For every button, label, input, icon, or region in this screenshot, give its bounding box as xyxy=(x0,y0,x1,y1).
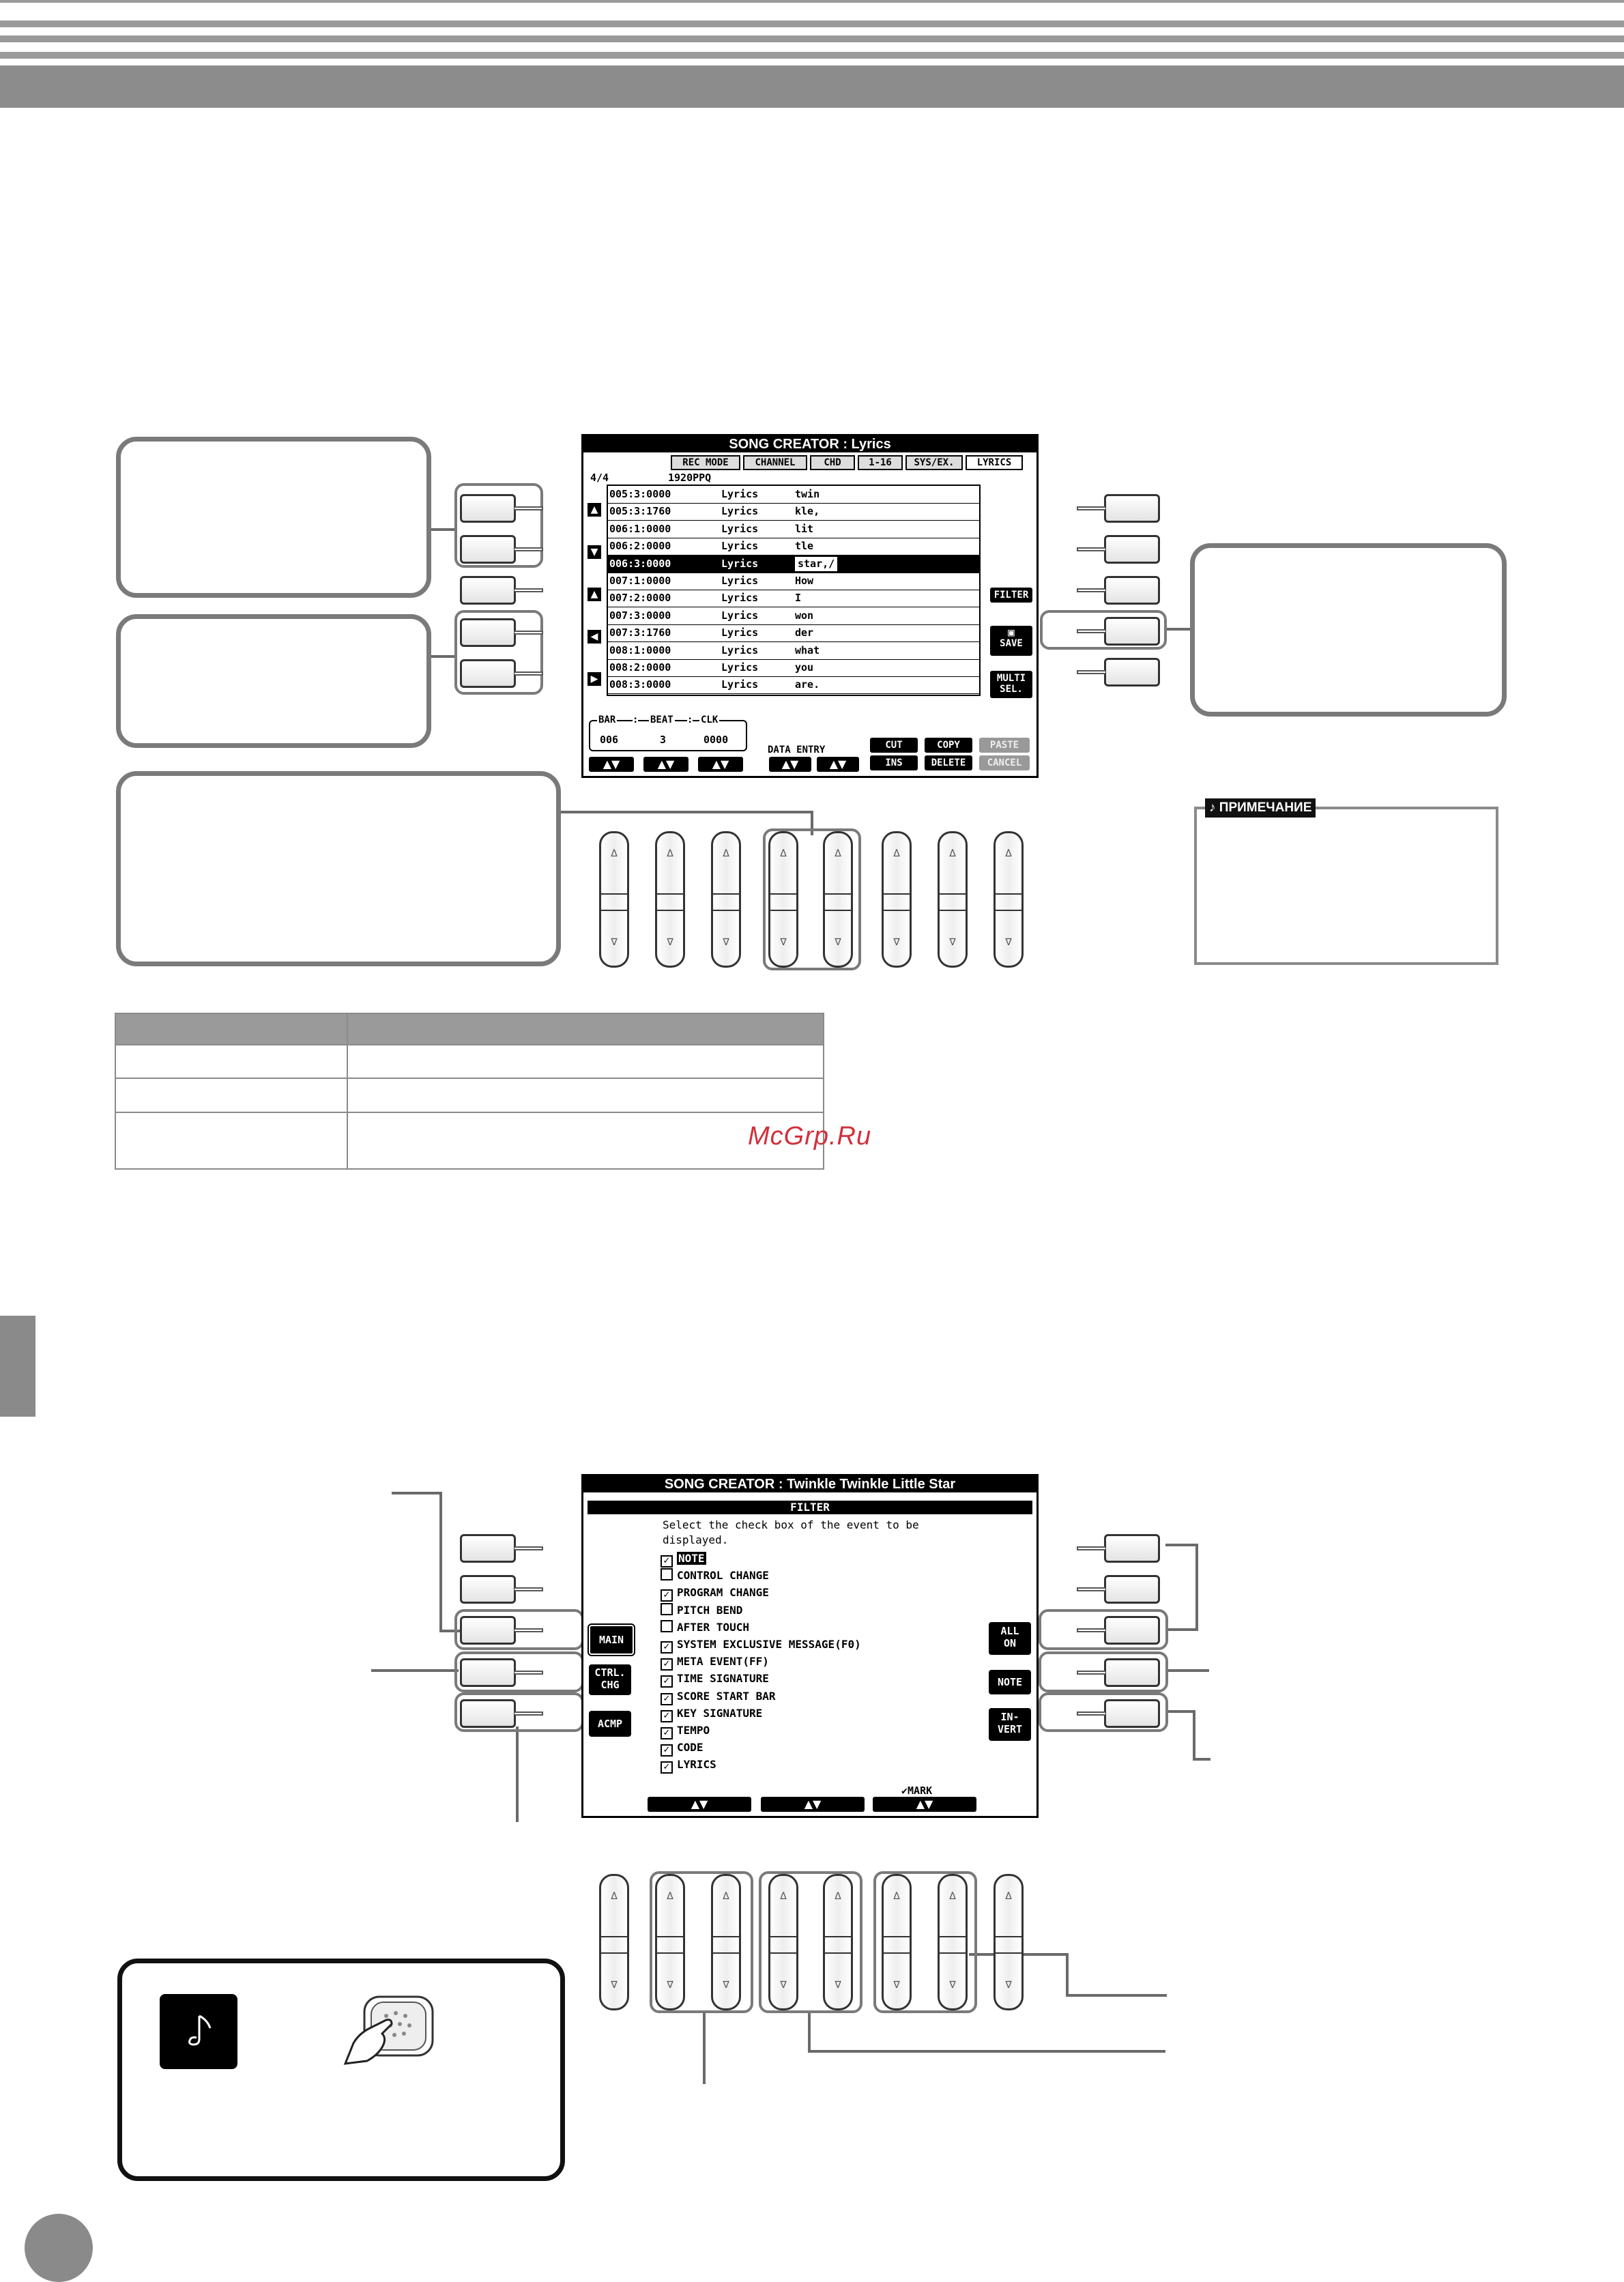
event-value: twin xyxy=(795,488,820,500)
save-label: SAVE xyxy=(1000,638,1023,649)
up-arrow-icon: Δ xyxy=(667,848,673,859)
fader-divider xyxy=(825,1936,851,1954)
table-row xyxy=(115,1112,824,1169)
filter-instruction: displayed. xyxy=(663,1533,729,1546)
screen-button-b[interactable] xyxy=(460,535,543,564)
event-value: der xyxy=(795,626,814,639)
header-stripe xyxy=(0,52,1624,59)
event-value: won xyxy=(795,609,814,622)
header-stripe xyxy=(0,20,1624,27)
filter-item-label: SYSTEM EXCLUSIVE MESSAGE(F0) xyxy=(677,1638,861,1651)
filter-item-label: AFTER TOUCH xyxy=(677,1620,749,1634)
connector-line xyxy=(516,1727,519,1822)
beat-value: 3 xyxy=(660,734,667,746)
connector-line xyxy=(561,811,813,813)
event-value: I xyxy=(795,592,802,605)
fader-divider xyxy=(601,893,627,911)
resolution: 1920PPQ xyxy=(668,472,712,484)
arrow-up-icon: ▲ xyxy=(588,503,601,517)
filter-button[interactable]: FILTER xyxy=(990,588,1032,603)
down-arrow-icon: ∇ xyxy=(1005,1980,1012,1991)
screen-button-j[interactable] xyxy=(1077,658,1160,687)
event-row[interactable] xyxy=(607,521,979,538)
event-position: 005:3:1760 xyxy=(609,505,671,518)
filter-item-label: TIME SIGNATURE xyxy=(677,1672,769,1686)
note-box xyxy=(1194,807,1498,965)
multi-select-button[interactable] xyxy=(990,671,1032,698)
slider-button[interactable] xyxy=(823,831,853,968)
filter-updown[interactable]: ▲▼ xyxy=(761,1797,865,1812)
event-type: Lyrics xyxy=(721,678,759,691)
slider-button[interactable] xyxy=(882,831,912,968)
connector-line xyxy=(371,1669,459,1672)
filter-checkbox-item[interactable] xyxy=(661,1602,742,1619)
filter-checkbox-item[interactable] xyxy=(661,1722,710,1739)
screen-button-g[interactable] xyxy=(1077,535,1160,564)
fader-divider xyxy=(713,893,739,911)
slider-button[interactable] xyxy=(711,1874,741,2010)
event-row[interactable] xyxy=(607,659,979,677)
connector-line xyxy=(439,1492,442,1632)
connector-line xyxy=(1165,1669,1209,1672)
slider-button[interactable] xyxy=(882,1874,912,2010)
event-row[interactable] xyxy=(607,486,979,504)
event-position: 005:3:0000 xyxy=(609,488,671,500)
event-value: lit xyxy=(795,522,814,535)
slider-button[interactable] xyxy=(938,831,968,968)
separator: : xyxy=(633,714,639,725)
note-button[interactable]: NOTE xyxy=(989,1670,1031,1694)
filter-item-label: NOTE xyxy=(678,1552,705,1565)
time-signature: 4/4 xyxy=(590,472,609,484)
slider-button[interactable] xyxy=(711,831,741,968)
filter-item-label: PROGRAM CHANGE xyxy=(677,1586,769,1600)
arrow-up-icon: ▲ xyxy=(588,588,601,601)
screen-button-g[interactable] xyxy=(1077,1575,1160,1604)
filter-checkbox-item[interactable] xyxy=(661,1671,769,1687)
acmp-physical-button[interactable] xyxy=(460,1699,543,1728)
up-arrow-icon: Δ xyxy=(949,848,956,859)
filter-updown[interactable]: ▲▼ xyxy=(648,1797,751,1812)
all-label: ALL xyxy=(1000,1625,1019,1637)
screen-button-d[interactable] xyxy=(460,618,543,647)
connector-line xyxy=(1165,1544,1198,1546)
clk-updown[interactable]: ▲▼ xyxy=(698,757,743,772)
filter-checkbox-item[interactable] xyxy=(661,1739,704,1756)
connector-line xyxy=(392,1492,442,1494)
unchecked-box-icon[interactable] xyxy=(661,1620,673,1632)
down-arrow-icon: ∇ xyxy=(1005,937,1012,948)
insert-button[interactable]: INS xyxy=(870,755,918,770)
lcd-title: SONG CREATOR : Lyrics xyxy=(583,436,1036,452)
event-row[interactable] xyxy=(607,503,979,521)
event-type: Lyrics xyxy=(721,488,759,500)
up-arrow-icon: Δ xyxy=(835,848,841,859)
down-arrow-icon: ∇ xyxy=(835,937,841,948)
fader-divider xyxy=(996,893,1021,911)
parameter-table xyxy=(115,1013,824,1170)
fader-divider xyxy=(770,893,796,911)
event-position: 006:1:0000 xyxy=(609,522,671,535)
screen-button-f[interactable] xyxy=(1077,494,1160,523)
event-row[interactable] xyxy=(607,676,979,694)
event-value: kle, xyxy=(795,505,820,518)
fader-divider xyxy=(996,1936,1021,1954)
event-type: Lyrics xyxy=(721,661,759,674)
filter-item-label: KEY SIGNATURE xyxy=(677,1706,763,1720)
filter-checkbox-item[interactable] xyxy=(661,1653,769,1670)
fader-divider xyxy=(884,893,910,911)
checked-box-icon[interactable]: ✓ xyxy=(661,1744,673,1757)
filter-item-label: PITCH BEND xyxy=(677,1603,743,1617)
filter-item-label: LYRICS xyxy=(677,1758,716,1772)
event-value: you xyxy=(795,661,814,674)
connector-line xyxy=(703,2012,706,2084)
checked-box-icon[interactable]: ✓ xyxy=(661,1761,673,1774)
arrow-down-icon: ▼ xyxy=(588,545,601,559)
up-arrow-icon: Δ xyxy=(835,1891,841,1902)
filter-checkbox-item[interactable] xyxy=(661,1688,776,1705)
checked-box-icon[interactable]: ✓ xyxy=(661,1675,673,1688)
delete-button[interactable]: DELETE xyxy=(925,755,972,770)
slider-button[interactable] xyxy=(768,831,798,968)
fader-divider xyxy=(770,1936,796,1954)
checked-box-icon[interactable]: ✓ xyxy=(661,1658,673,1671)
event-row[interactable] xyxy=(607,555,979,573)
header-band xyxy=(0,66,1624,108)
mark-updown[interactable]: ▲▼ xyxy=(873,1797,976,1812)
event-value: are. xyxy=(795,678,820,691)
event-type: Lyrics xyxy=(721,609,759,622)
down-arrow-icon: ∇ xyxy=(780,937,787,948)
connector-line xyxy=(1165,628,1190,631)
screen-button-a[interactable] xyxy=(460,494,543,523)
bar-label: BAR xyxy=(598,714,616,725)
event-position: 007:2:0000 xyxy=(609,592,671,605)
bar-value: 006 xyxy=(600,734,619,746)
chapter-tab xyxy=(0,1316,35,1417)
fader-divider xyxy=(657,893,683,911)
event-position: 006:2:0000 xyxy=(609,540,671,553)
event-row[interactable] xyxy=(607,590,979,607)
event-row[interactable] xyxy=(607,573,979,590)
beat-label: BEAT xyxy=(650,714,673,725)
event-value: what xyxy=(795,644,820,656)
main-button[interactable]: MAIN xyxy=(589,1625,634,1655)
up-arrow-icon: Δ xyxy=(780,1891,787,1902)
down-arrow-icon: ∇ xyxy=(949,937,956,948)
connector-line xyxy=(431,655,457,658)
event-row[interactable] xyxy=(607,642,979,660)
slider-button[interactable] xyxy=(994,1874,1024,2010)
page-number-badge xyxy=(25,2214,93,2282)
callout-box xyxy=(116,771,561,966)
connector-line xyxy=(1165,1628,1198,1631)
clk-value: 0000 xyxy=(704,734,729,746)
fader-divider xyxy=(940,1936,966,1954)
screen-button-i[interactable] xyxy=(1077,617,1160,646)
ctrl-chg-physical-button[interactable] xyxy=(460,1658,543,1687)
acmp-button[interactable]: ACMP xyxy=(589,1711,631,1737)
screen-button-b[interactable] xyxy=(460,1575,543,1604)
music-note-icon xyxy=(160,1994,237,2069)
filter-checkbox-item[interactable] xyxy=(661,1585,769,1601)
up-arrow-icon: Δ xyxy=(611,1891,618,1902)
disk-icon: ▣ xyxy=(1008,626,1015,639)
ctrl-chg-button[interactable] xyxy=(589,1664,631,1695)
down-arrow-icon: ∇ xyxy=(723,937,729,948)
copy-button[interactable]: COPY xyxy=(925,738,972,753)
slider-button[interactable] xyxy=(768,1874,798,2010)
filter-item-label: TEMPO xyxy=(677,1724,710,1737)
note-icon: ♪ xyxy=(1209,800,1216,815)
down-arrow-icon: ∇ xyxy=(611,937,618,948)
separator: : xyxy=(687,714,693,725)
connector-line xyxy=(1193,1758,1210,1761)
up-arrow-icon: Δ xyxy=(780,848,787,859)
callout-box xyxy=(116,614,431,748)
table-row xyxy=(115,1078,824,1112)
fader-divider xyxy=(713,1936,739,1954)
up-arrow-icon: Δ xyxy=(1005,848,1012,859)
ctrl-label: CTRL. xyxy=(594,1666,626,1679)
filter-subtitle: FILTER xyxy=(588,1501,1032,1514)
up-arrow-icon: Δ xyxy=(893,1891,900,1902)
event-value: tle xyxy=(795,540,814,553)
event-position: 007:1:0000 xyxy=(609,575,671,587)
connector-line xyxy=(431,528,457,531)
connector-line xyxy=(1066,1953,1069,1997)
event-position: 007:3:0000 xyxy=(609,609,671,622)
clk-label: CLK xyxy=(701,714,719,725)
event-type: Lyrics xyxy=(721,540,759,553)
header-stripe xyxy=(0,0,1624,3)
checked-box-icon[interactable]: ✓ xyxy=(661,1589,673,1602)
fader-divider xyxy=(884,1936,910,1954)
filter-item-label: SCORE START BAR xyxy=(677,1689,776,1703)
event-row[interactable] xyxy=(607,607,979,625)
slider-button[interactable] xyxy=(655,1874,685,2010)
screen-button-f[interactable] xyxy=(1077,1534,1160,1563)
connector-line xyxy=(808,2050,1165,2053)
up-arrow-icon: Δ xyxy=(1005,1891,1012,1902)
table-header-row xyxy=(115,1013,824,1045)
in-label: IN- xyxy=(1000,1711,1019,1723)
data-entry-updown[interactable]: ▲▼ xyxy=(769,757,811,772)
connector-line xyxy=(1195,1544,1198,1628)
sel-label: SEL. xyxy=(1000,684,1023,695)
down-arrow-icon: ∇ xyxy=(611,1980,618,1991)
connector-line xyxy=(1066,1994,1167,1997)
checked-box-icon[interactable]: ✓ xyxy=(661,1641,673,1653)
down-arrow-icon: ∇ xyxy=(835,1980,841,1991)
event-value: How xyxy=(795,575,814,587)
event-type: Lyrics xyxy=(721,557,759,570)
cancel-button[interactable]: CANCEL xyxy=(979,755,1030,770)
lcd-title: SONG CREATOR : Twinkle Twinkle Little Star xyxy=(583,1476,1036,1492)
paste-button[interactable]: PASTE xyxy=(979,738,1030,753)
note-physical-button[interactable] xyxy=(1077,1658,1160,1687)
unchecked-box-icon[interactable] xyxy=(661,1568,673,1580)
fader-divider xyxy=(940,893,966,911)
slider-button[interactable] xyxy=(938,1874,968,2010)
beat-updown[interactable]: ▲▼ xyxy=(643,757,688,772)
bar-updown[interactable]: ▲▼ xyxy=(589,757,634,772)
fader-divider xyxy=(657,1936,683,1954)
tab-sys-ex[interactable]: SYS/EX. xyxy=(905,455,963,470)
tab-rec-mode[interactable]: REC MODE xyxy=(671,455,740,470)
data-entry-label: DATA ENTRY xyxy=(768,745,826,755)
up-arrow-icon: Δ xyxy=(723,848,729,859)
slider-button[interactable] xyxy=(823,1874,853,2010)
up-arrow-icon: Δ xyxy=(723,1891,729,1902)
filter-checkbox-item[interactable] xyxy=(661,1757,716,1773)
connector-line xyxy=(808,2012,811,2053)
up-arrow-icon: Δ xyxy=(949,1891,956,1902)
filter-checkbox-item[interactable] xyxy=(661,1568,769,1584)
chg-label: CHG xyxy=(600,1679,620,1691)
lyrics-lcd-screen xyxy=(581,434,1039,778)
event-position: 008:1:0000 xyxy=(609,644,671,656)
checked-box-icon[interactable]: ✓ xyxy=(661,1555,673,1568)
data-entry-updown[interactable]: ▲▼ xyxy=(817,757,859,772)
filter-item-label: META EVENT(FF) xyxy=(677,1655,769,1669)
filter-item-label: CODE xyxy=(677,1741,704,1754)
fader-divider xyxy=(601,1936,627,1954)
connector-line xyxy=(1165,1710,1195,1713)
event-type: Lyrics xyxy=(721,626,759,639)
tab-channel[interactable]: CHANNEL xyxy=(743,455,807,470)
screen-button-a[interactable] xyxy=(460,1534,543,1563)
all-on-physical-button[interactable] xyxy=(1077,1616,1160,1645)
save-button[interactable] xyxy=(990,626,1032,656)
event-value: star,/ xyxy=(795,557,837,571)
checked-box-icon[interactable]: ✓ xyxy=(661,1727,673,1739)
arrow-left-icon: ◀ xyxy=(588,630,601,644)
event-type: Lyrics xyxy=(721,644,759,656)
note-box-header xyxy=(1205,798,1316,818)
screen-button-c[interactable] xyxy=(460,576,543,605)
down-arrow-icon: ∇ xyxy=(893,937,900,948)
watermark: McGrp.Ru xyxy=(748,1122,872,1151)
vert-label: VERT xyxy=(997,1723,1023,1735)
unchecked-box-icon[interactable] xyxy=(661,1603,673,1615)
down-arrow-icon: ∇ xyxy=(780,1980,787,1991)
up-arrow-icon: Δ xyxy=(611,848,618,859)
main-physical-button[interactable] xyxy=(460,1616,543,1645)
filter-instruction: Select the check box of the event to be xyxy=(663,1518,919,1531)
event-row[interactable] xyxy=(607,624,979,642)
down-arrow-icon: ∇ xyxy=(949,1980,956,1991)
cut-button[interactable]: CUT xyxy=(870,738,918,753)
up-arrow-icon: Δ xyxy=(893,848,900,859)
tab-lyrics[interactable]: LYRICS xyxy=(966,455,1023,470)
fader-divider xyxy=(825,893,851,911)
all-on-button[interactable] xyxy=(989,1622,1031,1655)
on-label: ON xyxy=(1003,1637,1017,1649)
callout-box xyxy=(116,437,431,598)
slider-button[interactable] xyxy=(599,831,629,968)
screen-button-h[interactable] xyxy=(1077,576,1160,605)
note-box-label: ПРИМЕЧАНИЕ xyxy=(1219,800,1312,815)
filter-item-label: CONTROL CHANGE xyxy=(677,1569,769,1583)
event-position: 008:3:0000 xyxy=(609,678,671,691)
event-position: 007:3:1760 xyxy=(609,626,671,639)
callout-box xyxy=(1190,543,1507,717)
down-arrow-icon: ∇ xyxy=(893,1980,900,1991)
finger-press-icon xyxy=(338,1993,441,2068)
tab-1-16[interactable]: 1-16 xyxy=(858,455,903,470)
connector-line xyxy=(1193,1710,1195,1761)
event-position: 006:3:0000 xyxy=(609,557,671,570)
multi-label: MULTI xyxy=(996,673,1026,684)
down-arrow-icon: ∇ xyxy=(667,937,673,948)
invert-button[interactable] xyxy=(989,1708,1031,1741)
filter-checkbox-item[interactable] xyxy=(661,1705,762,1722)
tip-box xyxy=(117,1959,565,2181)
up-arrow-icon: Δ xyxy=(667,1891,673,1902)
table-row xyxy=(115,1045,824,1078)
down-arrow-icon: ∇ xyxy=(723,1980,729,1991)
slider-button[interactable] xyxy=(599,1874,629,2010)
checked-box-icon[interactable]: ✓ xyxy=(661,1693,673,1705)
invert-physical-button[interactable] xyxy=(1077,1699,1160,1728)
event-type: Lyrics xyxy=(721,522,759,535)
slider-button[interactable] xyxy=(994,831,1024,968)
down-arrow-icon: ∇ xyxy=(667,1980,673,1991)
header-stripe xyxy=(0,35,1624,42)
checked-box-icon[interactable]: ✓ xyxy=(661,1710,673,1722)
filter-checkbox-item[interactable] xyxy=(661,1619,749,1636)
event-position: 008:2:0000 xyxy=(609,661,671,674)
mark-label: ✔MARK xyxy=(901,1785,933,1797)
event-type: Lyrics xyxy=(721,505,759,518)
arrow-right-icon: ▶ xyxy=(588,672,601,686)
event-row[interactable] xyxy=(607,538,979,555)
event-type: Lyrics xyxy=(721,592,759,605)
tab-chd[interactable]: CHD xyxy=(810,455,855,470)
event-type: Lyrics xyxy=(721,575,759,587)
filter-checkbox-item[interactable] xyxy=(661,1636,861,1653)
screen-button-e[interactable] xyxy=(460,659,543,688)
slider-button[interactable] xyxy=(655,831,685,968)
filter-checkbox-item[interactable] xyxy=(661,1550,706,1567)
